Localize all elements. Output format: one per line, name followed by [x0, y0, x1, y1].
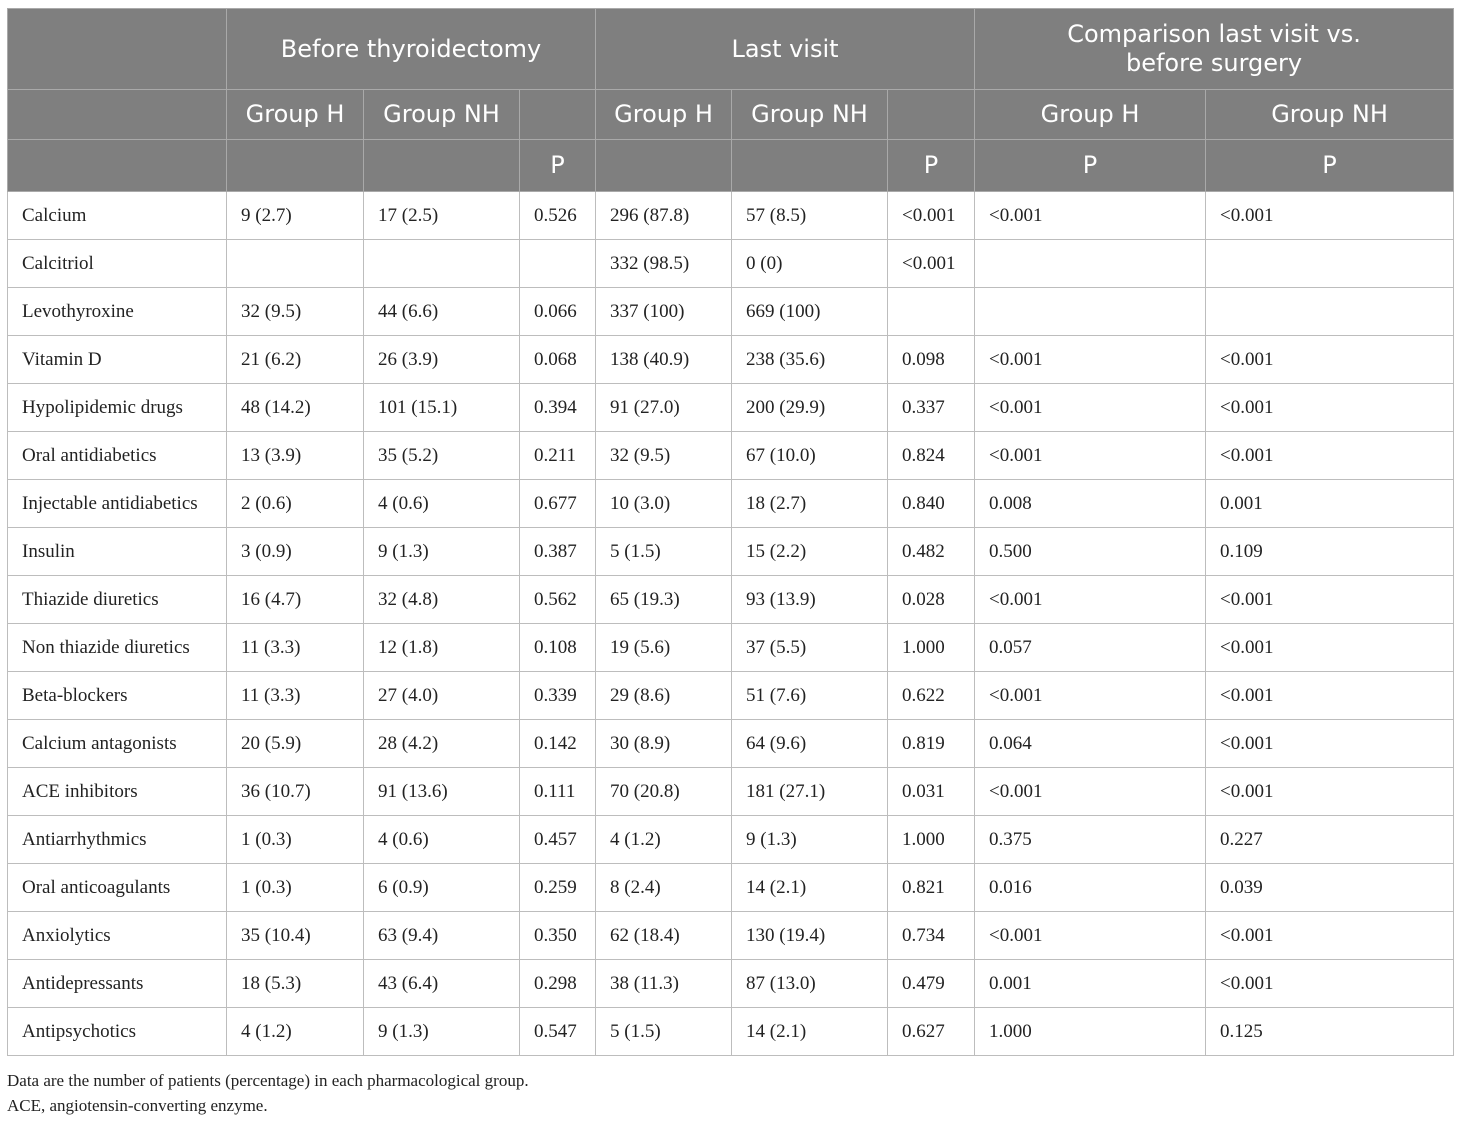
comp-group-h-p-cell: 0.001 — [975, 960, 1206, 1008]
last-group-h-cell: 337 (100) — [596, 288, 732, 336]
last-group-h-cell: 30 (8.9) — [596, 720, 732, 768]
comp-group-nh-p-cell: 0.227 — [1206, 816, 1454, 864]
before-p-cell: 0.111 — [520, 768, 596, 816]
before-group-nh-cell: 6 (0.9) — [364, 864, 520, 912]
footnote-ace-abbreviation: ACE, angiotensin-converting enzyme. — [7, 1096, 268, 1115]
header-comp-group-nh: Group NH — [1206, 90, 1454, 140]
before-p-cell: 0.387 — [520, 528, 596, 576]
before-p-cell: 0.108 — [520, 624, 596, 672]
drug-name-cell: Levothyroxine — [8, 288, 227, 336]
before-p-cell: 0.066 — [520, 288, 596, 336]
last-group-h-cell: 62 (18.4) — [596, 912, 732, 960]
header-comparison — [975, 9, 1454, 90]
drug-name-cell: Antidepressants — [8, 960, 227, 1008]
before-p-cell: 0.457 — [520, 816, 596, 864]
last-group-nh-cell: 57 (8.5) — [732, 192, 888, 240]
last-group-nh-cell: 15 (2.2) — [732, 528, 888, 576]
header-last-visit: Last visit — [596, 9, 975, 90]
last-group-nh-cell: 200 (29.9) — [732, 384, 888, 432]
comp-group-h-p-cell: <0.001 — [975, 192, 1206, 240]
before-group-nh-cell: 28 (4.2) — [364, 720, 520, 768]
last-group-h-cell: 4 (1.2) — [596, 816, 732, 864]
last-group-nh-cell: 0 (0) — [732, 240, 888, 288]
last-p-cell: <0.001 — [888, 240, 975, 288]
header-blank — [227, 140, 364, 192]
before-group-h-cell: 11 (3.3) — [227, 624, 364, 672]
drug-name-cell: Thiazide diuretics — [8, 576, 227, 624]
last-group-h-cell: 332 (98.5) — [596, 240, 732, 288]
comp-group-nh-p-cell: <0.001 — [1206, 720, 1454, 768]
header-before-thyroidectomy: Before thyroidectomy — [227, 9, 596, 90]
table-row — [8, 336, 1454, 384]
before-group-nh-cell: 101 (15.1) — [364, 384, 520, 432]
last-group-nh-cell: 18 (2.7) — [732, 480, 888, 528]
before-group-h-cell: 3 (0.9) — [227, 528, 364, 576]
last-p-cell: 0.840 — [888, 480, 975, 528]
before-group-h-cell: 1 (0.3) — [227, 816, 364, 864]
last-group-nh-cell: 238 (35.6) — [732, 336, 888, 384]
before-p-cell: 0.211 — [520, 432, 596, 480]
comp-group-nh-p-cell: 0.001 — [1206, 480, 1454, 528]
last-group-h-cell: 19 (5.6) — [596, 624, 732, 672]
before-p-cell: 0.339 — [520, 672, 596, 720]
before-group-nh-cell: 91 (13.6) — [364, 768, 520, 816]
last-group-nh-cell: 51 (7.6) — [732, 672, 888, 720]
before-p-cell: 0.547 — [520, 1008, 596, 1056]
header-blank — [364, 140, 520, 192]
last-group-h-cell: 32 (9.5) — [596, 432, 732, 480]
before-group-h-cell: 11 (3.3) — [227, 672, 364, 720]
header-blank — [732, 140, 888, 192]
last-group-nh-cell: 9 (1.3) — [732, 816, 888, 864]
drug-name-cell: Calcitriol — [8, 240, 227, 288]
header-blank — [596, 140, 732, 192]
before-group-nh-cell: 4 (0.6) — [364, 816, 520, 864]
comp-group-h-p-cell: <0.001 — [975, 384, 1206, 432]
last-p-cell: 0.627 — [888, 1008, 975, 1056]
table-row — [8, 672, 1454, 720]
footnotes — [7, 1068, 529, 1118]
table-row — [8, 240, 1454, 288]
before-group-h-cell: 18 (5.3) — [227, 960, 364, 1008]
comp-group-nh-p-cell: <0.001 — [1206, 624, 1454, 672]
drug-name-cell: Calcium antagonists — [8, 720, 227, 768]
before-group-nh-cell: 26 (3.9) — [364, 336, 520, 384]
before-group-h-cell — [227, 240, 364, 288]
comp-group-nh-p-cell: <0.001 — [1206, 960, 1454, 1008]
last-p-cell: 0.028 — [888, 576, 975, 624]
last-group-nh-cell: 181 (27.1) — [732, 768, 888, 816]
drug-name-cell: Antiarrhythmics — [8, 816, 227, 864]
before-group-h-cell: 9 (2.7) — [227, 192, 364, 240]
header-last-group-h: Group H — [596, 90, 732, 140]
header-before-group-h: Group H — [227, 90, 364, 140]
table-body — [8, 192, 1454, 1056]
header-comparison-label: Comparison last visit vs. before surgery — [1067, 20, 1361, 77]
drug-name-cell: Injectable antidiabetics — [8, 480, 227, 528]
last-p-cell: 0.482 — [888, 528, 975, 576]
last-group-nh-cell: 64 (9.6) — [732, 720, 888, 768]
before-p-cell: 0.350 — [520, 912, 596, 960]
header-comp-group-h: Group H — [975, 90, 1206, 140]
drug-name-cell: ACE inhibitors — [8, 768, 227, 816]
last-group-nh-cell: 37 (5.5) — [732, 624, 888, 672]
last-group-h-cell: 10 (3.0) — [596, 480, 732, 528]
last-p-cell: 0.824 — [888, 432, 975, 480]
before-p-cell: 0.142 — [520, 720, 596, 768]
drug-name-cell: Calcium — [8, 192, 227, 240]
last-p-cell: 1.000 — [888, 624, 975, 672]
table-row — [8, 384, 1454, 432]
before-p-cell: 0.394 — [520, 384, 596, 432]
last-group-nh-cell: 669 (100) — [732, 288, 888, 336]
before-group-nh-cell: 9 (1.3) — [364, 1008, 520, 1056]
drug-name-cell: Oral antidiabetics — [8, 432, 227, 480]
comp-group-h-p-cell: <0.001 — [975, 336, 1206, 384]
comp-group-nh-p-cell: 0.125 — [1206, 1008, 1454, 1056]
before-group-h-cell: 36 (10.7) — [227, 768, 364, 816]
before-group-h-cell: 48 (14.2) — [227, 384, 364, 432]
comp-group-nh-p-cell — [1206, 288, 1454, 336]
table-row — [8, 1008, 1454, 1056]
comp-group-nh-p-cell: <0.001 — [1206, 912, 1454, 960]
last-group-nh-cell: 130 (19.4) — [732, 912, 888, 960]
before-group-h-cell: 16 (4.7) — [227, 576, 364, 624]
last-group-h-cell: 70 (20.8) — [596, 768, 732, 816]
comp-group-nh-p-cell: <0.001 — [1206, 192, 1454, 240]
drug-name-cell: Vitamin D — [8, 336, 227, 384]
comp-group-nh-p-cell: <0.001 — [1206, 336, 1454, 384]
footnote-data-description: Data are the number of patients (percentage) in each pharmacological group. — [7, 1071, 529, 1090]
comp-group-h-p-cell: <0.001 — [975, 768, 1206, 816]
drug-name-cell: Anxiolytics — [8, 912, 227, 960]
comp-group-nh-p-cell: <0.001 — [1206, 576, 1454, 624]
comp-group-nh-p-cell: <0.001 — [1206, 384, 1454, 432]
table-row — [8, 288, 1454, 336]
last-group-nh-cell: 67 (10.0) — [732, 432, 888, 480]
comp-group-h-p-cell: <0.001 — [975, 432, 1206, 480]
last-group-h-cell: 65 (19.3) — [596, 576, 732, 624]
before-group-h-cell: 1 (0.3) — [227, 864, 364, 912]
comp-group-nh-p-cell: <0.001 — [1206, 768, 1454, 816]
before-group-h-cell: 35 (10.4) — [227, 912, 364, 960]
header-blank — [8, 90, 227, 140]
last-group-nh-cell: 87 (13.0) — [732, 960, 888, 1008]
comp-group-nh-p-cell — [1206, 240, 1454, 288]
table-row — [8, 528, 1454, 576]
drug-name-cell: Hypolipidemic drugs — [8, 384, 227, 432]
drug-name-cell: Beta-blockers — [8, 672, 227, 720]
last-p-cell: 0.622 — [888, 672, 975, 720]
header-comp-nh-p: P — [1206, 140, 1454, 192]
last-p-cell: 0.098 — [888, 336, 975, 384]
last-group-h-cell: 91 (27.0) — [596, 384, 732, 432]
table-row — [8, 720, 1454, 768]
drug-name-cell: Oral anticoagulants — [8, 864, 227, 912]
header-corner — [8, 9, 227, 90]
drug-name-cell: Antipsychotics — [8, 1008, 227, 1056]
last-p-cell: 1.000 — [888, 816, 975, 864]
last-group-h-cell: 29 (8.6) — [596, 672, 732, 720]
before-group-nh-cell: 35 (5.2) — [364, 432, 520, 480]
before-group-nh-cell: 43 (6.4) — [364, 960, 520, 1008]
last-p-cell: <0.001 — [888, 192, 975, 240]
last-group-nh-cell: 14 (2.1) — [732, 1008, 888, 1056]
before-p-cell: 0.562 — [520, 576, 596, 624]
header-last-group-nh: Group NH — [732, 90, 888, 140]
header-last-p: P — [888, 140, 975, 192]
last-group-h-cell: 5 (1.5) — [596, 528, 732, 576]
table-row — [8, 480, 1454, 528]
comp-group-nh-p-cell: 0.109 — [1206, 528, 1454, 576]
comp-group-h-p-cell: <0.001 — [975, 576, 1206, 624]
before-group-h-cell: 20 (5.9) — [227, 720, 364, 768]
before-group-nh-cell: 12 (1.8) — [364, 624, 520, 672]
before-group-h-cell: 13 (3.9) — [227, 432, 364, 480]
comp-group-h-p-cell: 0.064 — [975, 720, 1206, 768]
table-row — [8, 912, 1454, 960]
comp-group-h-p-cell: 1.000 — [975, 1008, 1206, 1056]
comp-group-h-p-cell — [975, 288, 1206, 336]
before-p-cell: 0.677 — [520, 480, 596, 528]
table-row — [8, 624, 1454, 672]
last-group-h-cell: 8 (2.4) — [596, 864, 732, 912]
before-group-h-cell: 21 (6.2) — [227, 336, 364, 384]
before-p-cell: 0.068 — [520, 336, 596, 384]
last-group-h-cell: 138 (40.9) — [596, 336, 732, 384]
comp-group-h-p-cell: 0.375 — [975, 816, 1206, 864]
header-blank — [520, 90, 596, 140]
before-p-cell: 0.259 — [520, 864, 596, 912]
drug-name-cell: Non thiazide diuretics — [8, 624, 227, 672]
before-group-nh-cell: 44 (6.6) — [364, 288, 520, 336]
before-group-nh-cell: 9 (1.3) — [364, 528, 520, 576]
header-before-group-nh: Group NH — [364, 90, 520, 140]
before-p-cell: 0.526 — [520, 192, 596, 240]
last-p-cell: 0.031 — [888, 768, 975, 816]
before-p-cell — [520, 240, 596, 288]
last-p-cell: 0.479 — [888, 960, 975, 1008]
comp-group-nh-p-cell: 0.039 — [1206, 864, 1454, 912]
before-group-nh-cell: 4 (0.6) — [364, 480, 520, 528]
table-row — [8, 432, 1454, 480]
comp-group-h-p-cell: 0.016 — [975, 864, 1206, 912]
last-p-cell: 0.337 — [888, 384, 975, 432]
before-group-nh-cell: 63 (9.4) — [364, 912, 520, 960]
last-p-cell: 0.819 — [888, 720, 975, 768]
table-row — [8, 192, 1454, 240]
before-group-nh-cell: 17 (2.5) — [364, 192, 520, 240]
table-row — [8, 864, 1454, 912]
comp-group-h-p-cell — [975, 240, 1206, 288]
comp-group-h-p-cell: 0.500 — [975, 528, 1206, 576]
header-blank — [888, 90, 975, 140]
last-group-h-cell: 296 (87.8) — [596, 192, 732, 240]
last-group-nh-cell: 93 (13.9) — [732, 576, 888, 624]
comp-group-nh-p-cell: <0.001 — [1206, 432, 1454, 480]
before-group-nh-cell: 32 (4.8) — [364, 576, 520, 624]
before-group-h-cell: 2 (0.6) — [227, 480, 364, 528]
last-p-cell — [888, 288, 975, 336]
table-row — [8, 960, 1454, 1008]
comp-group-nh-p-cell: <0.001 — [1206, 672, 1454, 720]
table-row — [8, 816, 1454, 864]
comp-group-h-p-cell: <0.001 — [975, 912, 1206, 960]
last-group-nh-cell: 14 (2.1) — [732, 864, 888, 912]
before-p-cell: 0.298 — [520, 960, 596, 1008]
comp-group-h-p-cell: 0.057 — [975, 624, 1206, 672]
header-blank — [8, 140, 227, 192]
last-p-cell: 0.734 — [888, 912, 975, 960]
last-p-cell: 0.821 — [888, 864, 975, 912]
header-comp-h-p: P — [975, 140, 1206, 192]
before-group-h-cell: 4 (1.2) — [227, 1008, 364, 1056]
medication-table — [7, 8, 1454, 1056]
before-group-nh-cell — [364, 240, 520, 288]
comp-group-h-p-cell: <0.001 — [975, 672, 1206, 720]
table-row — [8, 768, 1454, 816]
before-group-h-cell: 32 (9.5) — [227, 288, 364, 336]
table-row — [8, 576, 1454, 624]
last-group-h-cell: 5 (1.5) — [596, 1008, 732, 1056]
before-group-nh-cell: 27 (4.0) — [364, 672, 520, 720]
drug-name-cell: Insulin — [8, 528, 227, 576]
comp-group-h-p-cell: 0.008 — [975, 480, 1206, 528]
last-group-h-cell: 38 (11.3) — [596, 960, 732, 1008]
header-before-p: P — [520, 140, 596, 192]
